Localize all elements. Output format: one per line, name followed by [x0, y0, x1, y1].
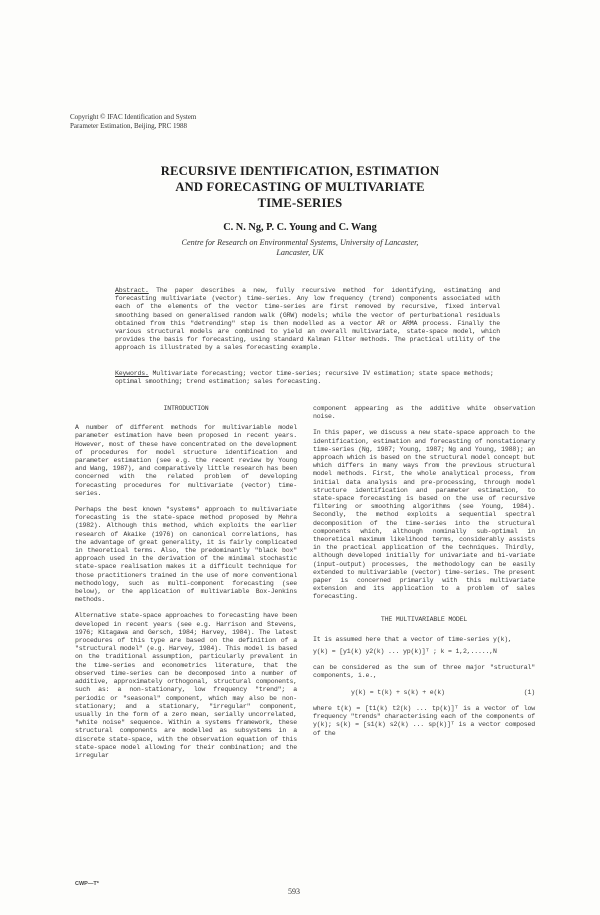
- equation-1: [313, 689, 535, 697]
- equation-1-number: (1): [523, 688, 535, 696]
- authors: C. N. Ng, P. C. Young and C. Wang: [223, 222, 377, 233]
- right-paragraph-0: component appearing as the additive white observation noise.: [313, 405, 535, 421]
- right-column: [313, 405, 535, 746]
- abstract: [115, 287, 500, 353]
- equation-vector-definition: y(k) = [y1(k) y2(k) ... yp(k)]ᵀ ; k = 1,2,.....,N: [313, 648, 497, 656]
- affiliation-line-2: Lancaster, UK: [276, 248, 324, 257]
- footer-code: CWP—T*: [75, 881, 99, 887]
- keywords-label: Keywords.: [115, 370, 149, 377]
- copyright-line-2: Parameter Estimation, Beijing, PRC 1988: [70, 121, 188, 130]
- equation-1-body: y(k) = t(k) + s(k) + e(k): [351, 688, 445, 696]
- title-line-1: RECURSIVE IDENTIFICATION, ESTIMATION: [160, 164, 440, 178]
- affiliation-line-1: Centre for Research on Environmental Systems, University of Lancaster,: [181, 238, 419, 247]
- copyright-line-1: Copyright © IFAC Identification and System: [70, 113, 197, 121]
- intro-paragraph-1: A number of different methods for multivariable model parameter estimation have been proposed in recent years. However, most of these have concentrated on the development of procedures for model structure identification and parameter estimation (see e.g. the recent review by Young and Wang, 1987), and comparatively little research has been concerned with the related problem of developing forecasting procedures for multivariate (vector) time-series.: [75, 424, 297, 497]
- affiliation: [150, 238, 450, 258]
- right-paragraph-1: In this paper, we discuss a new state-space approach to the identification, estimation and forecasting of nonstationary time-series (Ng, 1987; Young, 1987; Ng and Young, 1988); an approach which is based on the structural model concept but which differs in many ways from the previous structural model methods. First, the whole analytical process, from initial data analysis and pre-processing, through model structure identification and parameter estimation, to state-space forecasting is based on the use of recursive filtering or smoothing algorithms (see Young, 1984). Secondly, the method exploits a sequential spectral decomposition of the time-series into the structural components which, although nominally sub-optimal in theoretical maximum likelihood terms, considerably assists in the practical application of the techniques. Thirdly, although developed initially for univariate and bi-variate (input-output) processes, the methodology can be easily extended to multivariable (vector) time-series. The present paper is concerned primarily with this multivariate extension and its application to a problem of sales forecasting.: [313, 429, 535, 601]
- right-paragraph-3: can be considered as the sum of three major "structural" components, i.e.,: [313, 664, 535, 680]
- copyright-notice: [70, 113, 320, 130]
- intro-paragraph-3: Alternative state-space approaches to forecasting have been developed in recent years (see e.g. Harrison and Stevens, 1976; Kitagawa and Gersch, 1984; Harvey, 1984). The latest procedures of this type are based on the definition of a "structural model" (e.g. Harvey, 1984). This model is based on the traditional assumption, particularly prevalent in the time-series and econometrics literature, that the observed time-series can be decomposed into a number of additive, approximately orthogonal, structural components, such as: a non-stationary, low frequency "trend"; a periodic or "seasonal" component, which may also be non-stationary; and a stationary, "irregular" component, usually in the form of a zero mean, serially uncorrelated, "white noise" sequence. Within a systems framework, these structural components are modelled as subsystems in a discrete state-space, with the observation equation of this state-space model allowing for their combination; and the irregular: [75, 612, 297, 759]
- keywords: [115, 370, 500, 386]
- keywords-text: Multivariate forecasting; vector time-series; recursive IV estimation; state space methods; optimal smoothing; trend estimation; sales forecasting.: [115, 370, 494, 386]
- abstract-label: Abstract.: [115, 287, 149, 294]
- title-line-3: TIME-SERIES: [257, 196, 343, 210]
- intro-paragraph-2: Perhaps the best known "systems" approach to multivariate forecasting is the state-space method proposed by Mehra (1982). Although this method, which exploits the earlier research of Akaike (1976) on canonical correlations, has the advantage of great generality, it is fairly complicated in theoretical terms. Also, the predominantly "black box" approach used in the derivation of the minimal stochastic state-space realisation makes it a difficult technique for those practitioners trained in the use of more conventional methodology, such as multi-component forecasting (see below), or the application of multivariable Box-Jenkins methods.: [75, 506, 297, 604]
- page-number: 593: [288, 887, 300, 896]
- paper-title: [110, 163, 490, 211]
- right-paragraph-4: where t(k) = [t1(k) t2(k) ... tp(k)]ᵀ is a vector of low frequency "trends" characterising each of the components of y(k); s(k) = [s1(k) s2(k) ... sp(k)]ᵀ is a vector composed of the: [313, 704, 535, 737]
- abstract-text: The paper describes a new, fully recursive method for identifying, estimating and forecasting multivariate (vector) time-series. Any low frequency (trend) components associated with each of the elements of the vector time-series are first removed by recursive, fixed interval smoothing based on generalised random walk (GRW) models; while the vector of perturbational residuals obtained from this "detrending" step is then modelled as a vector AR or ARMA process. Finally the various structural models are combined to yield an overall multivariate, state-space model, which provides the basis for forecasting, using standard Kalman Filter methods. The practical utility of the approach is illustrated by a sales forecasting example.: [115, 287, 500, 352]
- multivariable-model-heading: THE MULTIVARIABLE MODEL: [380, 615, 468, 623]
- left-column: [75, 405, 297, 768]
- title-line-2: AND FORECASTING OF MULTIVARIATE: [175, 180, 425, 194]
- right-paragraph-2: It is assumed here that a vector of time-series y(k),: [313, 635, 512, 643]
- introduction-heading: INTRODUCTION: [163, 405, 209, 412]
